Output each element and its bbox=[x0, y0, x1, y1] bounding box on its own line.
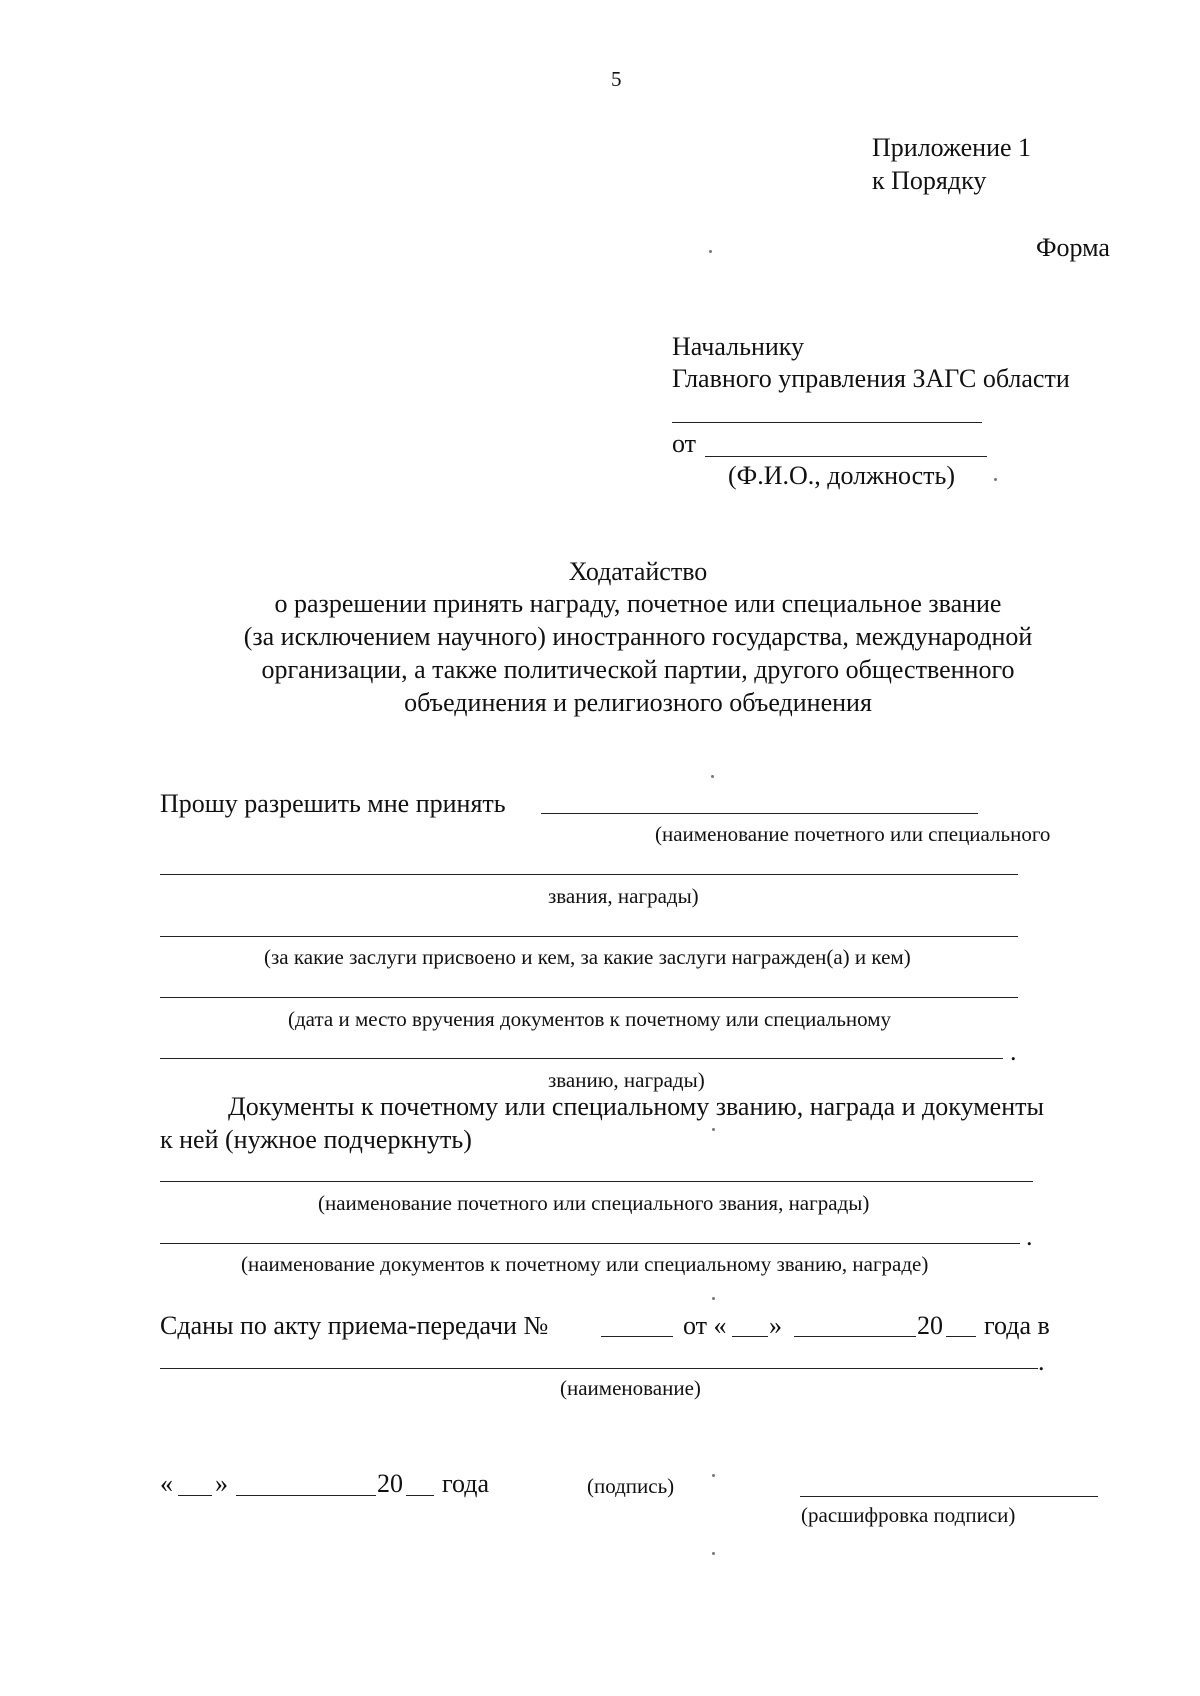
page-number: 5 bbox=[611, 67, 622, 91]
sign-year-line bbox=[406, 1495, 434, 1496]
request-period: . bbox=[1010, 1037, 1017, 1066]
request-prefix: Прошу разрешить мне принять bbox=[160, 789, 506, 818]
sign-decode-caption: (расшифровка подписи) bbox=[801, 1503, 1016, 1527]
request-line-2 bbox=[160, 874, 1018, 875]
from-prefix: от bbox=[672, 429, 697, 458]
title-line-4: объединения и религиозного объединения bbox=[404, 688, 872, 717]
appendix-line-1: Приложение 1 bbox=[872, 133, 1032, 162]
act-prefix: Сданы по акту приема-передачи № bbox=[160, 1311, 549, 1340]
scan-speck bbox=[709, 250, 712, 253]
request-blank-line bbox=[541, 813, 978, 814]
act-close-quote: » bbox=[769, 1311, 782, 1340]
scan-speck bbox=[994, 478, 997, 481]
documents-award-line bbox=[160, 1181, 1033, 1182]
documents-caption-1: (наименование почетного или специального звания, награды) bbox=[318, 1191, 870, 1215]
title-line-3: организации, а также политической партии, другого общественного bbox=[261, 655, 1015, 684]
sign-day-line bbox=[178, 1495, 212, 1496]
documents-line-2: к ней (нужное подчеркнуть) bbox=[160, 1125, 472, 1154]
sign-month-line bbox=[236, 1495, 376, 1496]
scan-speck bbox=[712, 1552, 715, 1555]
scan-speck bbox=[712, 1474, 715, 1477]
act-period: . bbox=[1038, 1347, 1045, 1376]
act-place-line bbox=[160, 1368, 1038, 1369]
act-from: от « bbox=[683, 1311, 727, 1340]
request-caption-1a: (наименование почетного или специального bbox=[655, 822, 1051, 846]
scan-speck bbox=[711, 775, 714, 778]
scan-speck bbox=[712, 1128, 715, 1131]
act-year-line bbox=[946, 1336, 976, 1337]
form-label: Форма bbox=[1036, 233, 1110, 262]
sign-year-suffix: года bbox=[442, 1469, 490, 1498]
merits-caption: (за какие заслуги присвоено и кем, за какие заслуги награжден(а) и кем) bbox=[264, 945, 911, 969]
addressee-line-2: Главного управления ЗАГС области bbox=[672, 364, 1070, 393]
date-place-line-2 bbox=[160, 1058, 1003, 1059]
documents-line-1: Документы к почетному или специальному званию, награда и документы bbox=[228, 1092, 1044, 1121]
documents-period: . bbox=[1026, 1222, 1033, 1251]
documents-docs-line bbox=[160, 1243, 1020, 1244]
act-year-suffix: года в bbox=[984, 1311, 1050, 1340]
act-year-prefix: 20 bbox=[917, 1311, 943, 1340]
appendix-line-2: к Порядку bbox=[872, 166, 987, 195]
date-place-caption-2: званию, награды) bbox=[548, 1068, 705, 1092]
act-caption: (наименование) bbox=[560, 1376, 701, 1400]
sign-year-prefix: 20 bbox=[377, 1469, 403, 1498]
sign-decode-line bbox=[800, 1496, 1098, 1497]
documents-caption-2: (наименование документов к почетному или специальному званию, награде) bbox=[241, 1252, 929, 1276]
act-number-line bbox=[601, 1336, 673, 1337]
act-month-line bbox=[794, 1336, 916, 1337]
merits-line bbox=[160, 936, 1018, 937]
date-place-line bbox=[160, 997, 1018, 998]
date-place-caption: (дата и место вручения документов к почетному или специальному bbox=[288, 1007, 892, 1031]
request-caption-1b: звания, награды) bbox=[548, 884, 699, 908]
sign-caption: (подпись) bbox=[587, 1474, 675, 1498]
title-line-1: о разрешении принять награду, почетное или специальное звание bbox=[274, 589, 1002, 618]
from-blank-line bbox=[705, 456, 987, 457]
title-heading: Ходатайство bbox=[568, 557, 708, 586]
addressee-blank-line bbox=[672, 422, 982, 423]
from-caption: (Ф.И.О., должность) bbox=[728, 461, 956, 490]
sign-close-quote: » bbox=[215, 1469, 228, 1498]
act-day-line bbox=[732, 1336, 768, 1337]
sign-open-quote: « bbox=[160, 1469, 173, 1498]
addressee-line-1: Начальнику bbox=[672, 332, 805, 361]
title-line-2: (за исключением научного) иностранного государства, международной bbox=[243, 622, 1033, 651]
scan-speck bbox=[712, 1297, 715, 1300]
